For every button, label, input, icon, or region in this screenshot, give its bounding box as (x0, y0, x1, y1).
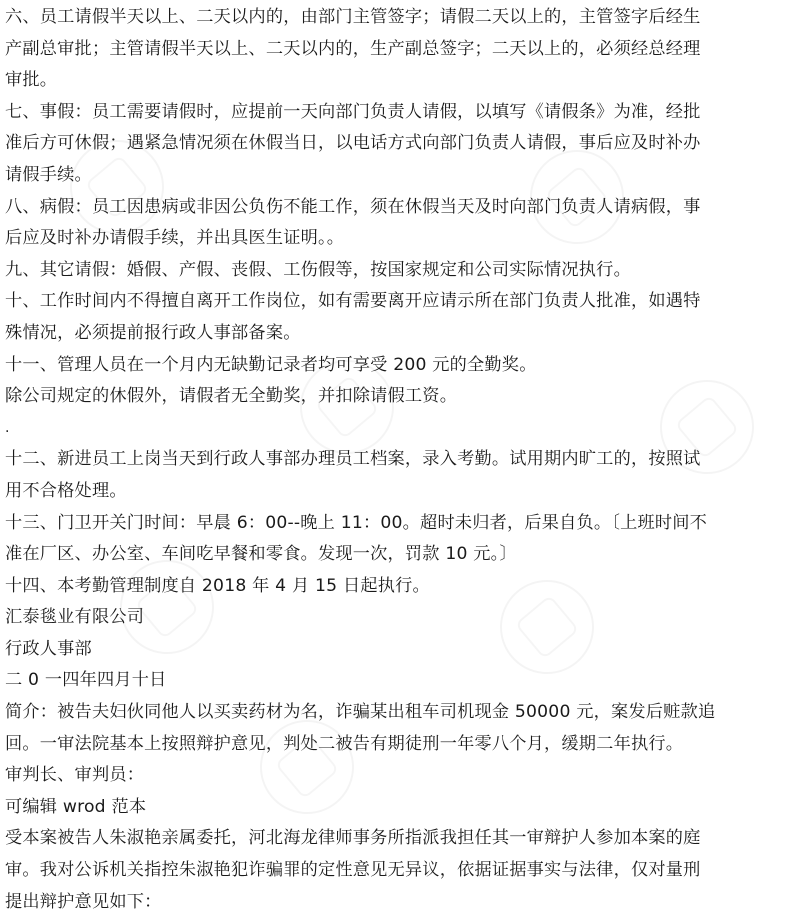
text-line: 八、病假：员工因患病或非因公负伤不能工作，须在休假当天及时向部门负责人请病假，事 (5, 196, 701, 217)
text-line: 六、员工请假半天以上、二天以内的，由部门主管签字；请假二天以上的，主管签字后经生 (5, 7, 701, 27)
company-name: 汇泰毯业有限公司 (5, 607, 145, 628)
text-line: 十二、新进员工上岗当天到行政人事部办理员工档案，录入考勤。试用期内旷工的，按照试 (5, 449, 701, 470)
text-line: 后应及时补办请假手续，并出具医生证明。。 (5, 228, 345, 249)
text-line: 殊情况，必须提前报行政人事部备案。 (5, 322, 301, 343)
text-line: 受本案被告人朱淑艳亲属委托，河北海龙律师事务所指派我担任其一审辩护人参加本案的庭 (5, 828, 701, 849)
text-line: 请假手续。 (5, 164, 92, 185)
text-line: 十四、本考勤管理制度自 2018 年 4 月 15 日起执行。 (5, 575, 430, 596)
document-date: 二 0 一四年四月十日 (5, 670, 167, 691)
text-line: 用不合格处理。 (5, 480, 127, 501)
text-line: 回。一审法院基本上按照辩护意见，判处二被告有期徒刑一年零八个月，缓期二年执行。 (5, 733, 684, 754)
text-line: . (5, 419, 10, 436)
text-line: 产副总审批；主管请假半天以上、二天以内的，生产副总签字；二天以上的，必须经总经理 (5, 38, 701, 59)
text-line: 提出辩护意见如下： (5, 891, 162, 912)
text-line: 十三、门卫开关门时间：早晨 6：00--晚上 11：00。超时未归者，后果自负。〔上班时间不 (5, 512, 708, 533)
text-line: 审批。 (5, 70, 58, 91)
text-line: 准后方可休假；遇紧急情况须在休假当日，以电话方式向部门负责人请假，事后应及时补办 (5, 133, 701, 154)
text-line: 审判长、审判员： (5, 765, 145, 786)
text-line: 十一、管理人员在一个月内无缺勤记录者均可享受 200 元的全勤奖。 (5, 354, 537, 375)
text-line: 审。我对公诉机关指控朱淑艳犯诈骗罪的定性意见无异议，依据证据事实与法律，仅对量刑 (5, 860, 701, 881)
text-line: 九、其它请假：婚假、产假、丧假、工伤假等，按国家规定和公司实际情况执行。 (5, 259, 631, 280)
text-line: 准在厂区、办公室、车间吃早餐和零食。发现一次，罚款 10 元。〕 (5, 544, 517, 565)
text-line: 七、事假：员工需要请假时，应提前一天向部门负责人请假，以填写《请假条》为准，经批 (5, 101, 701, 122)
text-line: 十、工作时间内不得擅自离开工作岗位，如有需要离开应请示所在部门负责人批准，如遇特 (5, 291, 701, 312)
text-line: 除公司规定的休假外，请假者无全勤奖，并扣除请假工资。 (5, 386, 458, 407)
text-line: 可编辑 wrod 范本 (5, 796, 147, 817)
text-line: 简介：被告夫妇伙同他人以买卖药材为名，诈骗某出租车司机现金 50000 元，案发后赃款追 (5, 702, 716, 723)
department-name: 行政人事部 (5, 638, 92, 659)
